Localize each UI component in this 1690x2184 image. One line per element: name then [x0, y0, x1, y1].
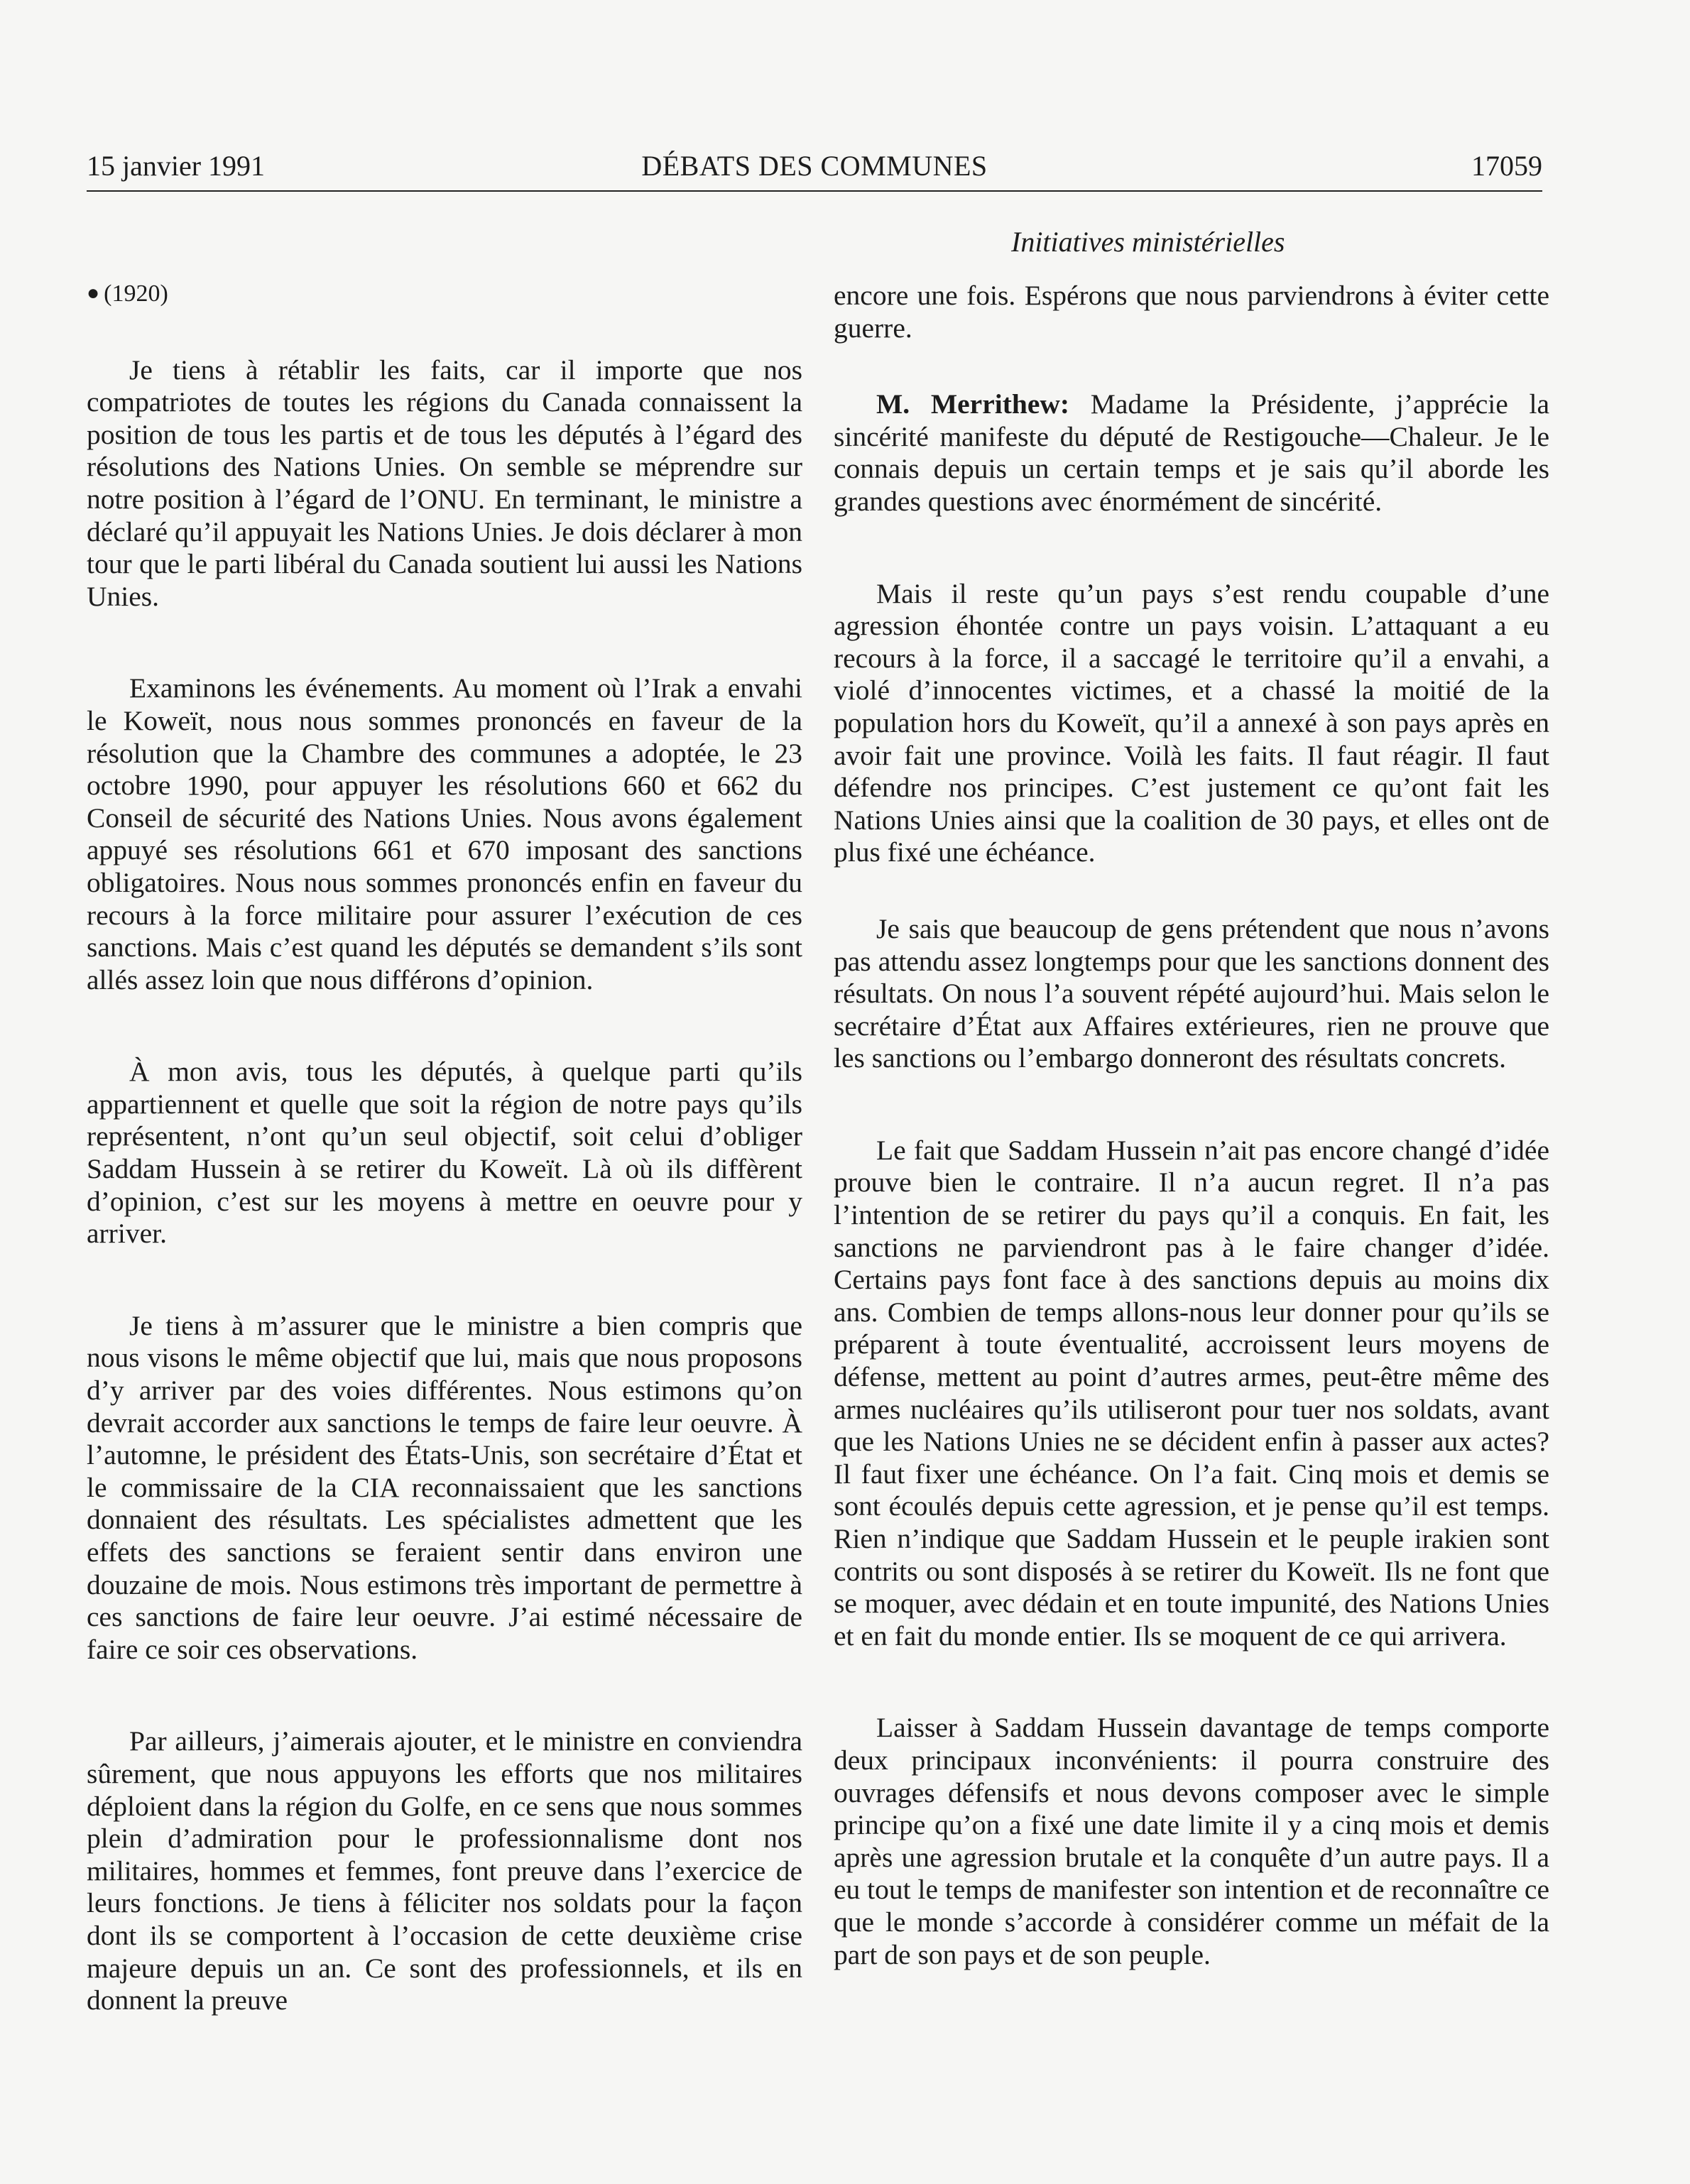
section-label: Initiatives ministérielles: [1011, 226, 1285, 258]
header-title: DÉBATS DES COMMUNES: [641, 150, 988, 182]
header-rule: [87, 190, 1542, 192]
paragraph: Je sais que beaucoup de gens prétendent que nous n’avons pas attendu assez longtemps pour que les sanctions donnent des résultats. On nous l’a souvent répété aujourd’hui. Mais selon le secrétaire d’État aux Affaires extérieures, rien ne prouve que les sanctions ou l’embargo donneront des résultats concrets.: [834, 912, 1549, 1074]
bullet-icon: ●: [87, 281, 100, 305]
paragraph: Je tiens à rétablir les faits, car il importe que nos compatriotes de toutes les régions du Canada connaissent la position de tous les partis et de tous les députés à l’égard des résolutions des Nations Unies. On semble se méprendre sur notre position à l’égard de l’ONU. En terminant, le ministre a déclaré qu’il appuyait les Nations Unies. Je dois déclarer à mon tour que le parti libéral du Canada soutient lui aussi les Nations Unies.: [87, 354, 802, 612]
header-date: 15 janvier 1991: [87, 150, 266, 182]
right-column: [834, 280, 1549, 1971]
paragraph: Examinons les événements. Au moment où l’Irak a envahi le Koweït, nous nous sommes prononcés en faveur de la résolution que la Chambre des communes a adoptée, le 23 octobre 1990, pour appuyer les résolutions 660 et 662 du Conseil de sécurité des Nations Unies. Nous avons également appuyé ses résolutions 661 et 670 imposant des sanctions obligatoires. Nous nous sommes prononcés enfin en faveur du recours à la force militaire pour assurer l’exécution de ces sanctions. Mais c’est quand les députés se demandent s’ils sont allés assez loin que nous différons d’opinion.: [87, 672, 802, 995]
timestamp: [87, 277, 802, 310]
left-column: [87, 277, 802, 2017]
page-number: 17059: [1471, 150, 1542, 182]
paragraph: Je tiens à m’assurer que le ministre a bien compris que nous visons le même objectif que lui, mais que nous proposons d’y arriver par des voies différentes. Nous estimons qu’on devrait accorder aux sanctions le temps de faire leur oeuvre. À l’automne, le président des États-Unis, son secrétaire d’État et le commissaire de la CIA reconnaissaient que les sanctions donnaient des résultats. Les spécialistes admettent que les effets des sanctions se feraient sentir dans environ une douzaine de mois. Nous estimons très important de permettre à ces sanctions de faire leur oeuvre. J’ai estimé nécessaire de faire ce soir ces observations.: [87, 1309, 802, 1665]
paragraph: À mon avis, tous les députés, à quelque parti qu’ils appartiennent et quelle que soit la région de notre pays qu’ils représentent, n’ont qu’un seul objectif, soit celui d’obliger Saddam Hussein à se retirer du Koweït. Là où ils diffèrent d’opinion, c’est sur les moyens à mettre en oeuvre pour y arriver.: [87, 1056, 802, 1250]
paragraph: Laisser à Saddam Hussein davantage de temps comporte deux principaux inconvénients: il pourra construire des ouvrages défensifs et nous devons composer avec le simple principe qu’on a fixé une date limite il y a cinq mois et demis après une agression brutale et la conquête d’un autre pays. Il a eu tout le temps de manifester son intention et de reconnaître ce que le monde s’accorde à considérer comme un méfait de la part de son pays et de son peuple.: [834, 1712, 1549, 1970]
speaker-paragraph: [834, 388, 1549, 518]
paragraph: Le fait que Saddam Hussein n’ait pas encore changé d’idée prouve bien le contraire. Il n’a aucun regret. Il n’a pas l’intention de se retirer du pays qu’il a conquis. En fait, les sanctions ne parviendront pas à le faire changer d’idée. Certains pays font face à des sanctions depuis au moins dix ans. Combien de temps allons-nous leur donner pour qu’ils se préparent à toute éventualité, accroissent leurs moyens de défense, mettent au point d’autres armes, peut-être même des armes nucléaires qu’ils utiliseront pour tuer nos soldats, avant que les Nations Unies ne se décident enfin à passer aux actes? Il faut fixer une échéance. On l’a fait. Cinq mois et demis se sont écoulés depuis cette agression, et je pense qu’il est temps. Rien n’indique que Saddam Hussein et le peuple irakien sont contrits ou sont disposés à se retirer du Koweït. Ils ne font que se moquer, avec dédain et en toute impunité, des Nations Unies et en fait du monde entier. Ils se moquent de ce qui arrivera.: [834, 1134, 1549, 1651]
timestamp-text: (1920): [104, 280, 168, 307]
speaker-text: Madame la Présidente, j’apprécie la sincérité manifeste du député de Restigouche—Chaleur. Je le connais depuis un certain temps et je sais qu’il aborde les grandes questions avec énormément de sincérité.: [834, 388, 1550, 517]
speaker-name: M. Merrithew:: [876, 388, 1070, 420]
paragraph-continuation: encore une fois. Espérons que nous parviendrons à éviter cette guerre.: [834, 280, 1549, 344]
paragraph: Par ailleurs, j’aimerais ajouter, et le ministre en conviendra sûrement, que nous appuyons les efforts que nos militaires déploient dans la région du Golfe, en ce sens que nous sommes plein d’admiration pour le professionnalisme dont nos militaires, hommes et femmes, font preuve dans l’exercice de leurs fonctions. Je tiens à féliciter nos soldats pour la façon dont ils se comportent à l’occasion de cette deuxième crise majeure depuis un an. Ce sont des professionnels, et ils en donnent la preuve: [87, 1725, 802, 2016]
page-header: [87, 148, 1542, 190]
paragraph: Mais il reste qu’un pays s’est rendu coupable d’une agression éhontée contre un pays voisin. L’attaquant a eu recours à la force, il a saccagé le territoire qu’il a envahi, a violé d’innocentes victimes, et a chassé la moitié de la population hors du Koweït, qu’il a annexé à son pays après en avoir fait une province. Voilà les faits. Il faut réagir. Il faut défendre nos principes. C’est justement ce qu’ont fait les Nations Unies ainsi que la coalition de 30 pays, et elles ont de plus fixé une échéance.: [834, 577, 1549, 868]
